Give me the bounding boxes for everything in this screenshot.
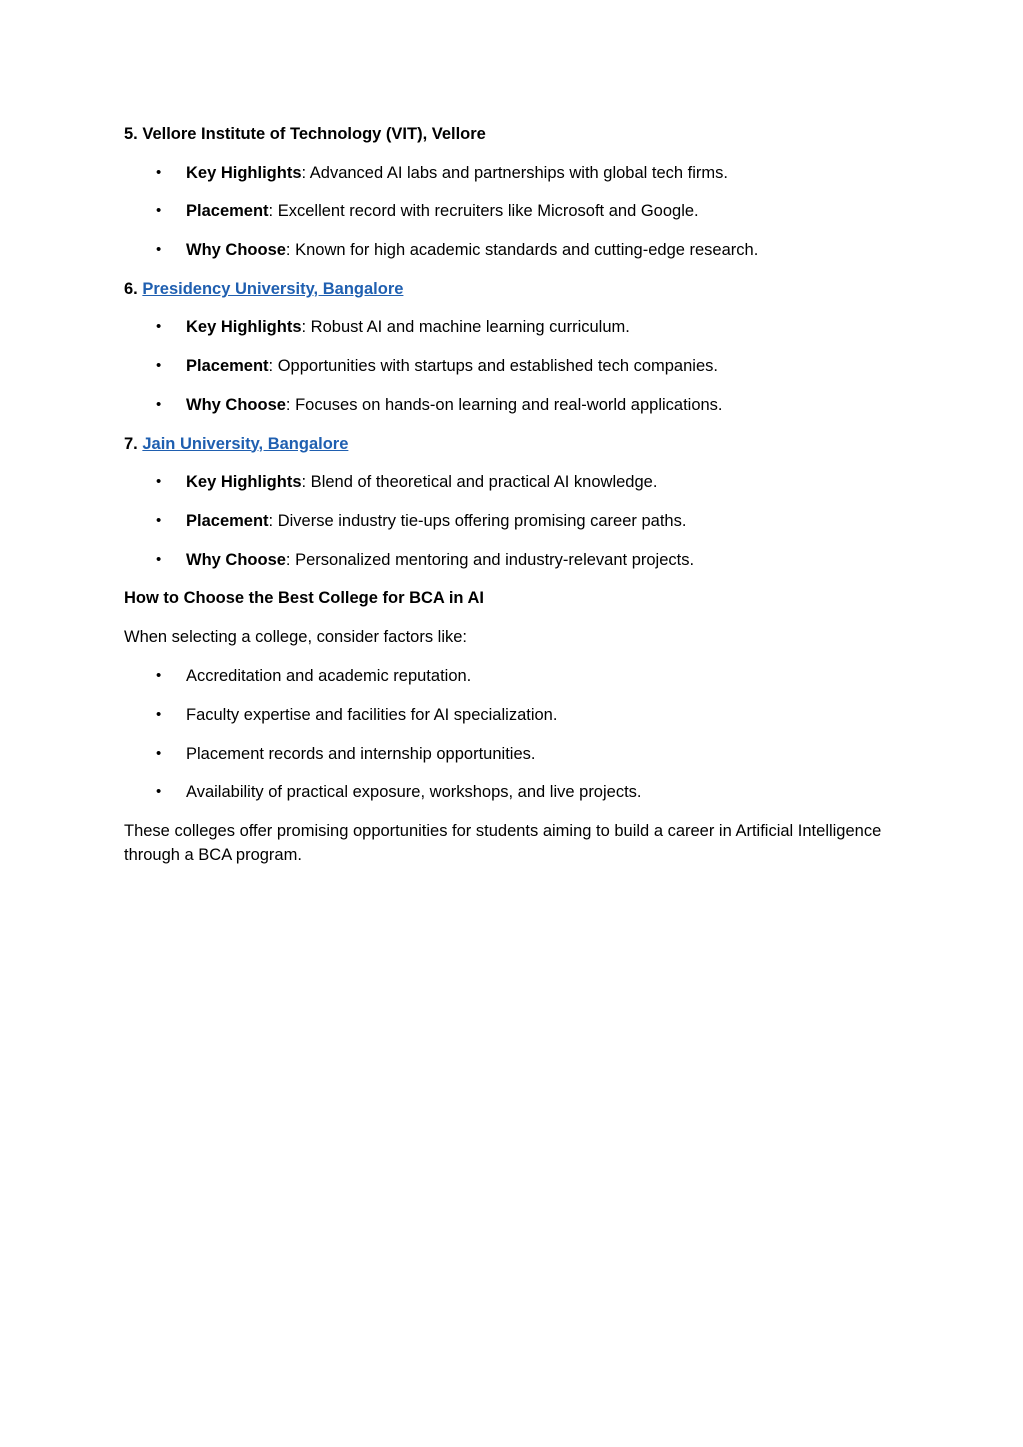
list-item: [124, 161, 884, 185]
list-item: [124, 238, 884, 262]
bullet-icon: •: [156, 202, 162, 220]
factor-text: Accreditation and academic reputation.: [186, 667, 472, 686]
list-item: [124, 780, 884, 804]
factor-text: Faculty expertise and facilities for AI specialization.: [186, 705, 558, 724]
list-item: [124, 509, 884, 533]
list-item: [124, 470, 884, 494]
detail-text: : Personalized mentoring and industry-relevant projects.: [285, 550, 695, 569]
detail-term: Key Highlights: [186, 318, 302, 337]
detail-text: : Focuses on hands-on learning and real-world applications.: [285, 395, 723, 414]
list-item: [124, 742, 884, 766]
bullet-icon: •: [156, 667, 162, 685]
detail-text: : Blend of theoretical and practical AI knowledge.: [301, 473, 658, 492]
document-content: [124, 122, 884, 883]
list-item: [124, 548, 884, 572]
college-number: 5.: [124, 125, 138, 143]
college-number: 7.: [124, 434, 138, 453]
detail-text: : Robust AI and machine learning curriculum.: [301, 318, 630, 337]
list-item: [124, 354, 884, 378]
college-details-list: [124, 161, 884, 262]
bullet-icon: •: [156, 705, 162, 723]
detail-term: Why Choose: [186, 241, 286, 260]
bullet-icon: •: [156, 241, 162, 259]
bullet-icon: •: [156, 473, 162, 491]
intro-paragraph: When selecting a college, consider factors like:: [124, 627, 468, 646]
section-heading-how-to-choose: How to Choose the Best College for BCA in AI: [124, 589, 484, 608]
list-item: [124, 703, 884, 727]
detail-term: Placement: [186, 511, 269, 530]
factor-text: Availability of practical exposure, workshops, and live projects.: [186, 783, 642, 802]
detail-text: : Known for high academic standards and cutting-edge research.: [285, 241, 759, 260]
detail-text: : Opportunities with startups and established tech companies.: [268, 357, 718, 376]
detail-term: Placement: [186, 202, 269, 221]
detail-term: Placement: [186, 357, 269, 376]
detail-text: : Advanced AI labs and partnerships with global tech firms.: [301, 163, 729, 182]
bullet-icon: •: [156, 395, 162, 413]
college-details-list: [124, 470, 884, 571]
bullet-icon: •: [156, 357, 162, 375]
detail-term: Key Highlights: [186, 473, 302, 492]
list-item: [124, 664, 884, 688]
college-heading-jain: [124, 432, 884, 456]
factors-list: [124, 664, 884, 804]
list-item: [124, 199, 884, 223]
bullet-icon: •: [156, 744, 162, 762]
conclusion-paragraph: These colleges offer promising opportunities for students aiming to build a career in Artificial Intelligence through a BCA program.: [124, 821, 882, 865]
detail-text: : Excellent record with recruiters like Microsoft and Google.: [268, 202, 699, 221]
detail-text: : Diverse industry tie-ups offering promising career paths.: [268, 511, 687, 530]
detail-term: Key Highlights: [186, 163, 302, 182]
college-heading-vit: [124, 122, 884, 146]
list-item: [124, 315, 884, 339]
list-item: [124, 393, 884, 417]
factor-text: Placement records and internship opportunities.: [186, 744, 536, 763]
college-link-jain[interactable]: Jain University, Bangalore: [142, 434, 349, 453]
bullet-icon: •: [156, 511, 162, 529]
detail-term: Why Choose: [186, 395, 286, 414]
bullet-icon: •: [156, 163, 162, 181]
bullet-icon: •: [156, 550, 162, 568]
bullet-icon: •: [156, 783, 162, 801]
college-heading-presidency: [124, 277, 884, 301]
college-number: 6.: [124, 279, 138, 298]
college-details-list: [124, 315, 884, 416]
detail-term: Why Choose: [186, 550, 286, 569]
college-title: Vellore Institute of Technology (VIT), Vellore: [142, 125, 486, 143]
bullet-icon: •: [156, 318, 162, 336]
college-link-presidency[interactable]: Presidency University, Bangalore: [142, 279, 404, 298]
